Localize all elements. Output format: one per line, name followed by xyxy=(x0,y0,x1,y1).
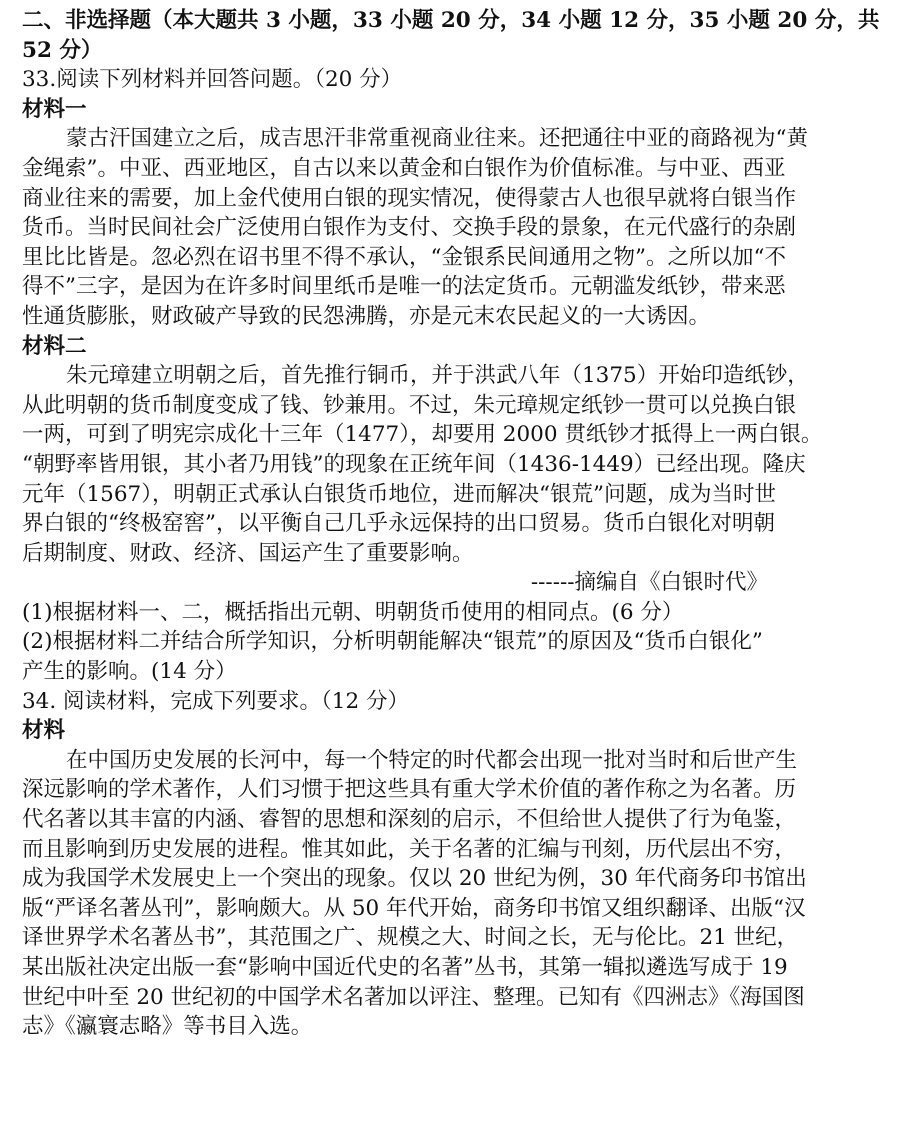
q33-m1-line: 商业往来的需要，加上金代使用白银的现实情况，使得蒙古人也很早就将白银当作 xyxy=(22,185,797,211)
q33-subquestion-1: (1)根据材料一、二，概括指出元朝、明朝货币使用的相同点。(6 分） xyxy=(22,599,684,625)
q34-m-line: 世纪中叶至 20 世纪初的中国学术名著加以评注、整理。已知有《四洲志》《海国图 xyxy=(22,984,805,1010)
q33-subquestion-2-line-1: (2)根据材料二并结合所学知识，分析明朝能解决“银荒”的原因及“货币白银化” xyxy=(22,629,763,655)
q34-m-line: 译世界学术名著丛书”，其范围之广、规模之大、时间之长，无与伦比。21 世纪， xyxy=(22,925,799,951)
section-heading-line-2: 52 分） xyxy=(22,37,103,63)
q34-title: 34. 阅读材料，完成下列要求。（12 分） xyxy=(22,688,409,714)
q34-material-label: 材料 xyxy=(22,718,66,744)
q33-material-1-label: 材料一 xyxy=(22,96,87,122)
q34-m-line: 深远影响的学术著作，人们习惯于把这些具有重大学术价值的著作称之为名著。历 xyxy=(22,777,797,803)
q33-m1-line: 里比比皆是。忽必烈在诏书里不得不承认，“金银系民间通用之物”。之所以加“不 xyxy=(22,244,786,270)
q33-subquestion-2-line-2: 产生的影响。(14 分） xyxy=(22,659,237,685)
q33-m2-line: 后期制度、财政、经济、国运产生了重要影响。 xyxy=(22,540,474,566)
q33-material-2-label: 材料二 xyxy=(22,333,87,359)
q34-m-line: 版“严译名著丛刊”，影响颇大。从 50 年代开始，商务印书馆又组织翻译、出版“汉 xyxy=(22,895,806,921)
q33-m2-line: 朱元璋建立明朝之后，首先推行铜币，并于洪武八年（1375）开始印造纸钞， xyxy=(66,363,809,389)
q34-m-line: 而且影响到历史发展的进程。惟其如此，关于名著的汇编与刊刻，历代层出不穷， xyxy=(22,836,797,862)
q34-m-line: 某出版社决定出版一套“影响中国近代史的名著”丛书，其第一辑拟遴选写成于 19 xyxy=(22,955,788,980)
q34-m-line: 成为我国学术发展史上一个突出的现象。仅以 20 世纪为例，30 年代商务印书馆出 xyxy=(22,866,807,892)
q33-m2-line: 从此明朝的货币制度变成了钱、钞兼用。不过，朱元璋规定纸钞一贯可以兑换白银 xyxy=(22,392,797,418)
q33-source-citation: ------摘编自《白银时代》 xyxy=(530,570,768,596)
q34-m-line: 在中国历史发展的长河中，每一个特定的时代都会出现一批对当时和后世产生 xyxy=(66,747,798,773)
q33-m1-line: 得不”三字，是因为在许多时间里纸币是唯一的法定货币。元朝滥发纸钞，带来恶 xyxy=(22,274,786,300)
q33-m2-line: 元年（1567），明朝正式承认白银货币地位，进而解决“银荒”问题，成为当时世 xyxy=(22,481,776,507)
q33-m1-line: 金绳索”。中亚、西亚地区，自古以来以黄金和白银作为价值标准。与中亚、西亚 xyxy=(22,155,786,181)
q33-m1-line: 性通货膨胀，财政破产导致的民怨沸腾，亦是元末农民起义的一大诱因。 xyxy=(22,303,711,329)
section-heading-line-1: 二、非选择题（本大题共 3 小题，33 小题 20 分，34 小题 12 分，35 小题 20 分，共 xyxy=(22,8,880,33)
q33-m2-line: 一两，可到了明宪宗成化十三年（1477），却要用 2000 贯纸钞才抵得上一两白银。 xyxy=(22,422,823,448)
q33-title: 33.阅读下列材料并回答问题。（20 分） xyxy=(22,67,403,93)
q34-m-line: 代名著以其丰富的内涵、睿智的思想和深刻的启示，不但给世人提供了行为龟鉴， xyxy=(22,807,797,833)
q33-m1-line: 蒙古汗国建立之后，成吉思汗非常重视商业往来。还把通往中亚的商路视为“黄 xyxy=(66,126,808,152)
q33-m1-line: 货币。当时民间社会广泛使用白银作为支付、交换手段的景象，在元代盛行的杂剧 xyxy=(22,215,797,241)
q34-m-line: 志》《瀛寰志略》等书目入选。 xyxy=(22,1014,313,1040)
q33-m2-line: “朝野率皆用银，其小者乃用钱”的现象在正统年间（1436-1449）已经出现。隆庆 xyxy=(22,451,806,477)
q33-m2-line: 界白银的“终极窑窖”，以平衡自己几乎永远保持的出口贸易。货币白银化对明朝 xyxy=(22,511,775,537)
